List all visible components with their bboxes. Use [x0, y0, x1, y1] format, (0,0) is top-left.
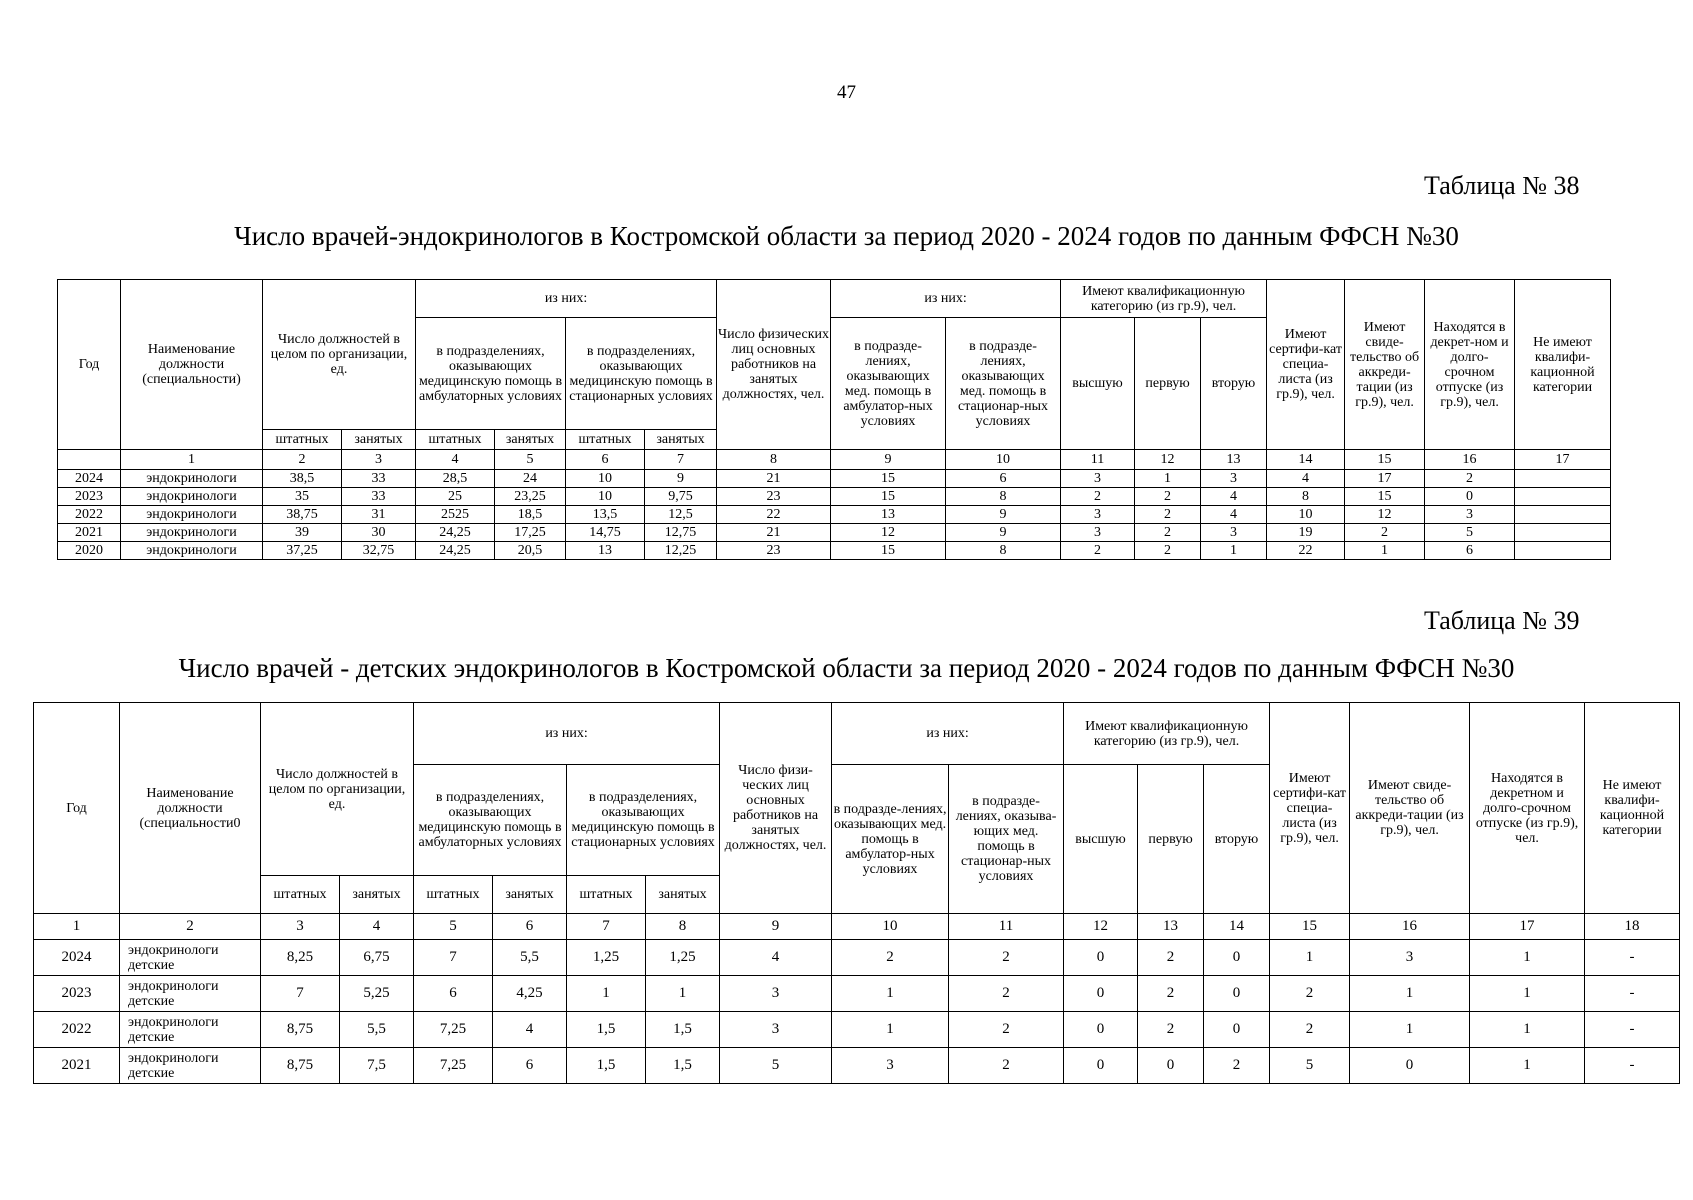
table-38 [57, 279, 1611, 560]
cell-value: 1 [1470, 1012, 1585, 1048]
colnum: 8 [717, 450, 831, 470]
cell-value: 3 [1061, 506, 1135, 524]
colnum: 17 [1470, 914, 1585, 940]
cell-value: 6 [414, 976, 493, 1012]
cell-value: 33 [342, 488, 416, 506]
header-occupied: занятых [645, 430, 717, 450]
cell-value: 0 [1064, 976, 1138, 1012]
colnum: 1 [121, 450, 263, 470]
cell-value: 15 [1345, 488, 1425, 506]
cell-value: 2 [1135, 506, 1201, 524]
cell-value: 7 [414, 940, 493, 976]
colnum: 6 [566, 450, 645, 470]
cell-value: - [1585, 1048, 1680, 1084]
header-qualification: Имеют квалификационную категорию (из гр.9), чел. [1061, 280, 1267, 318]
cell-value: 3 [1061, 470, 1135, 488]
colnum: 10 [946, 450, 1061, 470]
cell-value: 2 [1061, 542, 1135, 560]
colnum: 10 [832, 914, 949, 940]
header-staff: штатных [261, 876, 340, 914]
cell-value: 4 [1201, 488, 1267, 506]
colnum: 13 [1138, 914, 1204, 940]
cell-value: 4 [493, 1012, 567, 1048]
cell-value: 2 [949, 1048, 1064, 1084]
colnum: 7 [645, 450, 717, 470]
cell-value: 1,5 [646, 1048, 720, 1084]
table-row [58, 488, 1611, 506]
header-certificate: Имеют сертифи-кат специа-листа (из гр.9), чел. [1270, 703, 1350, 914]
cell-value: 2 [832, 940, 949, 976]
cell-value: 4,25 [493, 976, 567, 1012]
cell-position: эндокринологи [121, 524, 263, 542]
cell-value: - [1585, 976, 1680, 1012]
header-qualification: Имеют квалификационную категорию (из гр.9), чел. [1064, 703, 1270, 765]
cell-value: 2 [1138, 976, 1204, 1012]
header-occupied: занятых [342, 430, 416, 450]
cell-value: 12 [831, 524, 946, 542]
cell-value: 2 [1345, 524, 1425, 542]
cell-value: 25 [416, 488, 495, 506]
cell-value: 2 [1270, 976, 1350, 1012]
cell-value: 5 [720, 1048, 832, 1084]
cell-value: 0 [1204, 940, 1270, 976]
cell-year: 2022 [58, 506, 121, 524]
colnum: 17 [1515, 450, 1611, 470]
cell-value: 23,25 [495, 488, 566, 506]
header-staff: штатных [414, 876, 493, 914]
cell-value: 1 [1350, 1012, 1470, 1048]
header-no-qualification: Не имеют квалифи-кационной категории [1585, 703, 1680, 914]
header-persons: Число физи-ческих лиц основных работников на занятых должностях, чел. [720, 703, 832, 914]
cell-year: 2024 [58, 470, 121, 488]
cell-value: 0 [1064, 1048, 1138, 1084]
header-highest: высшую [1064, 765, 1138, 914]
cell-value: 2 [949, 1012, 1064, 1048]
cell-value: 3 [832, 1048, 949, 1084]
cell-value: 2525 [416, 506, 495, 524]
header-position: Наименование должности (специальности) [121, 280, 263, 450]
colnum: 4 [416, 450, 495, 470]
colnum: 15 [1270, 914, 1350, 940]
cell-value: 1 [1201, 542, 1267, 560]
cell-value: 1,5 [567, 1048, 646, 1084]
cell-value: 1 [1345, 542, 1425, 560]
table-38-label: Таблица № 38 [1424, 171, 1580, 200]
cell-value: 3 [1350, 940, 1470, 976]
cell-value: 2 [1061, 488, 1135, 506]
cell-value: 24,25 [416, 524, 495, 542]
header-first: первую [1135, 318, 1201, 450]
cell-value: 23 [717, 542, 831, 560]
cell-value: 1 [1350, 976, 1470, 1012]
cell-value: 1 [1470, 940, 1585, 976]
cell-value: 2 [1135, 524, 1201, 542]
cell-value: 6,75 [340, 940, 414, 976]
cell-value: 7,25 [414, 1048, 493, 1084]
colnum: 14 [1267, 450, 1345, 470]
cell-value: 31 [342, 506, 416, 524]
cell-position: эндокринологи [121, 470, 263, 488]
cell-value: 0 [1350, 1048, 1470, 1084]
cell-value: 15 [831, 488, 946, 506]
cell-value: 4 [1267, 470, 1345, 488]
colnum: 5 [414, 914, 493, 940]
colnum: 5 [495, 450, 566, 470]
header-stationary: в подразделениях, оказывающих медицинскую помощь в стационарных условиях [566, 318, 717, 430]
cell-value: 1,5 [567, 1012, 646, 1048]
cell-value: 28,5 [416, 470, 495, 488]
cell-position: эндокринологи [121, 506, 263, 524]
table-row [34, 976, 1680, 1012]
cell-value: 10 [566, 488, 645, 506]
cell-value: 21 [717, 524, 831, 542]
header-persons-ambulatory: в подразде-лениях, оказывающих мед. помощь в амбулатор-ных условиях [831, 318, 946, 450]
cell-value: 2 [1138, 940, 1204, 976]
cell-value: 8 [946, 542, 1061, 560]
table-row [34, 1048, 1680, 1084]
header-first: первую [1138, 765, 1204, 914]
cell-value: 3 [1201, 524, 1267, 542]
header-accreditation: Имеют свиде-тельство об аккреди-тации (из гр.9), чел. [1345, 280, 1425, 450]
cell-value: - [1585, 940, 1680, 976]
header-ambulatory: в подразделениях, оказывающих медицинскую помощь в амбулаторных условиях [414, 765, 567, 876]
cell-value: 9,75 [645, 488, 717, 506]
table-row [58, 470, 1611, 488]
cell-value: 24 [495, 470, 566, 488]
colnum: 11 [949, 914, 1064, 940]
cell-value: 7,25 [414, 1012, 493, 1048]
cell-value: 0 [1064, 1012, 1138, 1048]
header-of-them: из них: [416, 280, 717, 318]
cell-value: 7,5 [340, 1048, 414, 1084]
cell-value: 6 [946, 470, 1061, 488]
cell-value: 3 [1201, 470, 1267, 488]
header-posts-total: Число должностей в целом по организации, ед. [263, 280, 416, 430]
colnum: 15 [1345, 450, 1425, 470]
cell-value [1515, 470, 1611, 488]
cell-position: эндокринологи детские [120, 976, 261, 1012]
cell-value: 1 [1470, 1048, 1585, 1084]
cell-value: 8,75 [261, 1048, 340, 1084]
header-of-them: из них: [414, 703, 720, 765]
cell-value: 1 [1270, 940, 1350, 976]
cell-position: эндокринологи детские [120, 940, 261, 976]
cell-value: 12,5 [645, 506, 717, 524]
cell-value: 8,75 [261, 1012, 340, 1048]
cell-value: 0 [1425, 488, 1515, 506]
header-persons-stationary: в подразде-лениях, оказывающих мед. помощь в стационар-ных условиях [946, 318, 1061, 450]
header-highest: высшую [1061, 318, 1135, 450]
cell-value: 3 [720, 976, 832, 1012]
header-no-qualification: Не имеют квалифи-кационной категории [1515, 280, 1611, 450]
header-position: Наименование должности (специальности0 [120, 703, 261, 914]
cell-value: 0 [1138, 1048, 1204, 1084]
header-second: вторую [1204, 765, 1270, 914]
cell-year: 2021 [58, 524, 121, 542]
header-certificate: Имеют сертифи-кат специа-листа (из гр.9), чел. [1267, 280, 1345, 450]
cell-value: 12,75 [645, 524, 717, 542]
cell-value: 1 [567, 976, 646, 1012]
cell-value: 30 [342, 524, 416, 542]
cell-value: 1 [1470, 976, 1585, 1012]
colnum: 4 [340, 914, 414, 940]
cell-value: 5,5 [340, 1012, 414, 1048]
table-row [58, 542, 1611, 560]
cell-value: 0 [1064, 940, 1138, 976]
colnum: 18 [1585, 914, 1680, 940]
cell-value: 4 [720, 940, 832, 976]
table-row [34, 940, 1680, 976]
cell-value: 5,5 [493, 940, 567, 976]
cell-value: 20,5 [495, 542, 566, 560]
cell-value: 5 [1270, 1048, 1350, 1084]
cell-value: 21 [717, 470, 831, 488]
header-of-them-persons: из них: [832, 703, 1064, 765]
cell-value: 17,25 [495, 524, 566, 542]
header-persons-stationary: в подразде-лениях, оказыва-ющих мед. помощь в стационар-ных условиях [949, 765, 1064, 914]
cell-value: 13 [566, 542, 645, 560]
cell-value: 9 [946, 524, 1061, 542]
cell-value: 23 [717, 488, 831, 506]
cell-year: 2023 [58, 488, 121, 506]
header-leave: Находятся в декрет-ном и долго-срочном отпуске (из гр.9), чел. [1425, 280, 1515, 450]
cell-value [1515, 524, 1611, 542]
cell-value: 1,25 [567, 940, 646, 976]
cell-value: 1 [832, 976, 949, 1012]
cell-value: 10 [566, 470, 645, 488]
table-39-title: Число врачей - детских эндокринологов в Костромской области за период 2020 - 2024 годов по данным ФФСН №30 [178, 653, 1515, 683]
header-staff: штатных [263, 430, 342, 450]
cell-value: 5 [1425, 524, 1515, 542]
colnum: 13 [1201, 450, 1267, 470]
cell-value: 18,5 [495, 506, 566, 524]
cell-value: 4 [1201, 506, 1267, 524]
cell-position: эндокринологи детские [120, 1048, 261, 1084]
table-39 [33, 702, 1680, 1084]
cell-value: 9 [645, 470, 717, 488]
cell-value: 8 [1267, 488, 1345, 506]
cell-value: 24,25 [416, 542, 495, 560]
header-persons-ambulatory: в подразде-лениях, оказывающих мед. помощь в амбулатор-ных условиях [832, 765, 949, 914]
header-of-them-persons: из них: [831, 280, 1061, 318]
header-ambulatory: в подразделениях, оказывающих медицинскую помощь в амбулаторных условиях [416, 318, 566, 430]
cell-value: 9 [946, 506, 1061, 524]
cell-value: 13,5 [566, 506, 645, 524]
colnum: 12 [1135, 450, 1201, 470]
header-occupied: занятых [493, 876, 567, 914]
cell-value: 22 [1267, 542, 1345, 560]
header-year: Год [58, 280, 121, 450]
table-row [34, 1012, 1680, 1048]
cell-value: 14,75 [566, 524, 645, 542]
cell-value: 38,75 [263, 506, 342, 524]
colnum: 16 [1350, 914, 1470, 940]
table-39-label: Таблица № 39 [1424, 606, 1580, 635]
cell-value: 0 [1204, 1012, 1270, 1048]
cell-value: 35 [263, 488, 342, 506]
cell-year: 2020 [58, 542, 121, 560]
cell-value: 2 [1135, 488, 1201, 506]
cell-value: 2 [1138, 1012, 1204, 1048]
cell-value [1515, 506, 1611, 524]
header-second: вторую [1201, 318, 1267, 450]
cell-value: 6 [1425, 542, 1515, 560]
cell-position: эндокринологи детские [120, 1012, 261, 1048]
table-38-title: Число врачей-эндокринологов в Костромской области за период 2020 - 2024 годов по данным ФФСН №30 [234, 221, 1459, 251]
cell-value: 3 [720, 1012, 832, 1048]
cell-value: 3 [1425, 506, 1515, 524]
header-staff: штатных [567, 876, 646, 914]
cell-value: 12,25 [645, 542, 717, 560]
colnum: 3 [261, 914, 340, 940]
header-staff: штатных [416, 430, 495, 450]
cell-value: 38,5 [263, 470, 342, 488]
cell-year: 2023 [34, 976, 120, 1012]
table-row [58, 524, 1611, 542]
header-occupied: занятых [646, 876, 720, 914]
cell-value: 19 [1267, 524, 1345, 542]
colnum: 7 [567, 914, 646, 940]
colnum: 1 [34, 914, 120, 940]
cell-year: 2022 [34, 1012, 120, 1048]
table-row [58, 506, 1611, 524]
cell-value: 8,25 [261, 940, 340, 976]
cell-value: 37,25 [263, 542, 342, 560]
colnum: 2 [263, 450, 342, 470]
cell-position: эндокринологи [121, 488, 263, 506]
cell-value: 3 [1061, 524, 1135, 542]
colnum: 3 [342, 450, 416, 470]
header-occupied: занятых [495, 430, 566, 450]
colnum: 6 [493, 914, 567, 940]
colnum: 9 [831, 450, 946, 470]
cell-value: 2 [949, 940, 1064, 976]
cell-value: 15 [831, 470, 946, 488]
colnum: 11 [1061, 450, 1135, 470]
header-year: Год [34, 703, 120, 914]
header-persons: Число физических лиц основных работников на занятых должностях, чел. [717, 280, 831, 450]
colnum: 12 [1064, 914, 1138, 940]
cell-value: 32,75 [342, 542, 416, 560]
cell-value: - [1585, 1012, 1680, 1048]
header-occupied: занятых [340, 876, 414, 914]
header-staff: штатных [566, 430, 645, 450]
cell-value: 2 [1135, 542, 1201, 560]
cell-value: 1 [832, 1012, 949, 1048]
cell-value: 0 [1204, 976, 1270, 1012]
cell-value [1515, 488, 1611, 506]
cell-value: 33 [342, 470, 416, 488]
cell-value [1515, 542, 1611, 560]
cell-value: 6 [493, 1048, 567, 1084]
colnum-blank [58, 450, 121, 470]
cell-value: 22 [717, 506, 831, 524]
cell-value: 39 [263, 524, 342, 542]
cell-value: 17 [1345, 470, 1425, 488]
column-numbers-row [34, 914, 1680, 940]
cell-value: 1,25 [646, 940, 720, 976]
cell-value: 1,5 [646, 1012, 720, 1048]
cell-value: 1 [646, 976, 720, 1012]
colnum: 8 [646, 914, 720, 940]
colnum: 9 [720, 914, 832, 940]
page-number: 47 [837, 82, 856, 103]
colnum: 2 [120, 914, 261, 940]
header-leave: Находятся в декретном и долго-срочном отпуске (из гр.9), чел. [1470, 703, 1585, 914]
cell-value: 5,25 [340, 976, 414, 1012]
cell-value: 15 [831, 542, 946, 560]
header-accreditation: Имеют свиде-тельство об аккреди-тации (из гр.9), чел. [1350, 703, 1470, 914]
cell-value: 2 [949, 976, 1064, 1012]
colnum: 14 [1204, 914, 1270, 940]
column-numbers-row [58, 450, 1611, 470]
cell-value: 10 [1267, 506, 1345, 524]
cell-year: 2021 [34, 1048, 120, 1084]
cell-value: 2 [1204, 1048, 1270, 1084]
cell-value: 12 [1345, 506, 1425, 524]
cell-value: 2 [1270, 1012, 1350, 1048]
cell-position: эндокринологи [121, 542, 263, 560]
cell-value: 2 [1425, 470, 1515, 488]
cell-value: 8 [946, 488, 1061, 506]
cell-value: 13 [831, 506, 946, 524]
cell-value: 1 [1135, 470, 1201, 488]
colnum: 16 [1425, 450, 1515, 470]
header-posts-total: Число должностей в целом по организации, ед. [261, 703, 414, 876]
header-stationary: в подразделениях, оказывающих медицинскую помощь в стационарных условиях [567, 765, 720, 876]
cell-value: 7 [261, 976, 340, 1012]
cell-year: 2024 [34, 940, 120, 976]
